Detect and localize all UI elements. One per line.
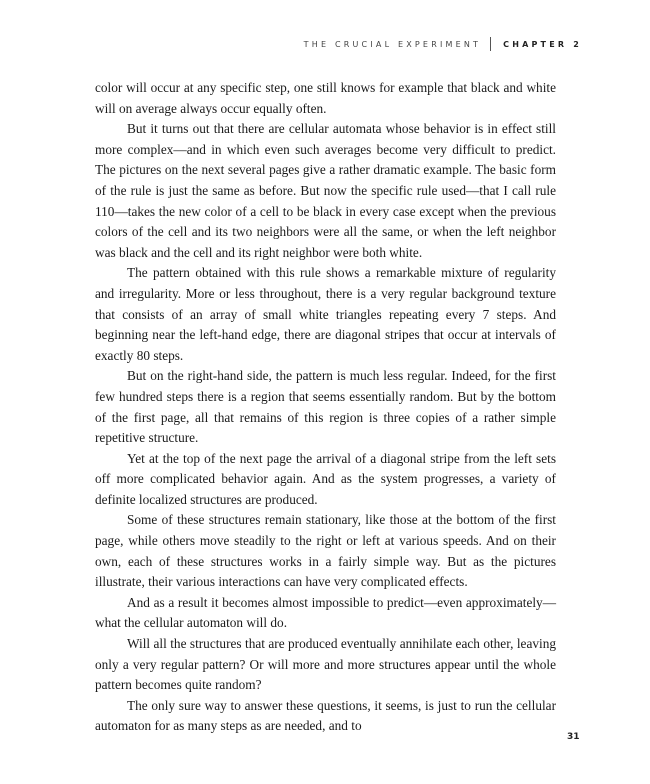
paragraph: But it turns out that there are cellular automata whose behavior is in effect still more complex—and in which even such averages become very difficult to predict. The pictures on the next several pages give a rather dramatic example. The basic form of the rule is just the same as before. But now the specific rule used—that I call rule 110—takes the new color of a cell to be black in every case except when the previous colors of the cell and its two neighbors were all the same, or when the left neighbor was black and the cell and its right neighbor were both white.: [95, 121, 556, 260]
running-head-chapter: CHAPTER 2: [503, 39, 582, 49]
paragraph: The only sure way to answer these questions, it seems, is just to run the cellular automaton for as many steps as are needed, and to: [95, 697, 556, 734]
body-text: [95, 78, 556, 737]
running-head-section-title: THE CRUCIAL EXPERIMENT: [303, 39, 482, 49]
paragraph: And as a result it becomes almost impossible to predict—even approximately—what the cellular automaton will do.: [95, 594, 556, 631]
page-number: 31: [567, 732, 580, 742]
paragraph: Yet at the top of the next page the arrival of a diagonal stripe from the left sets off more complicated behavior again. And as the system progresses, a variety of definite localized structures are produced.: [95, 450, 556, 507]
paragraph: The pattern obtained with this rule shows a remarkable mixture of regularity and irregularity. More or less throughout, there is a very regular background texture that consists of an array of small white triangles repeating every 7 steps. And beginning near the left-hand edge, there are diagonal stripes that occur at intervals of exactly 80 steps.: [95, 265, 556, 363]
paragraph: But on the right-hand side, the pattern is much less regular. Indeed, for the first few hundred steps there is a region that seems essentially random. But by the bottom of the first page, all that remains of this region is three copies of a rather simple repetitive structure.: [95, 368, 556, 446]
running-head: [304, 37, 582, 51]
paragraph: Will all the structures that are produced eventually annihilate each other, leaving only a very regular pattern? Or will more and more structures appear until the whole pattern becomes quite random?: [95, 636, 556, 693]
paragraph-continued: color will occur at any specific step, one still knows for example that black and white will on average always occur equally often.: [95, 80, 556, 116]
paragraph: Some of these structures remain stationary, like those at the bottom of the first page, while others move steadily to the right or left at various speeds. And on their own, each of these structures works in a fairly simple way. But as the pictures illustrate, their various interactions can have very complicated effects.: [95, 512, 556, 590]
running-head-divider: [490, 37, 491, 51]
